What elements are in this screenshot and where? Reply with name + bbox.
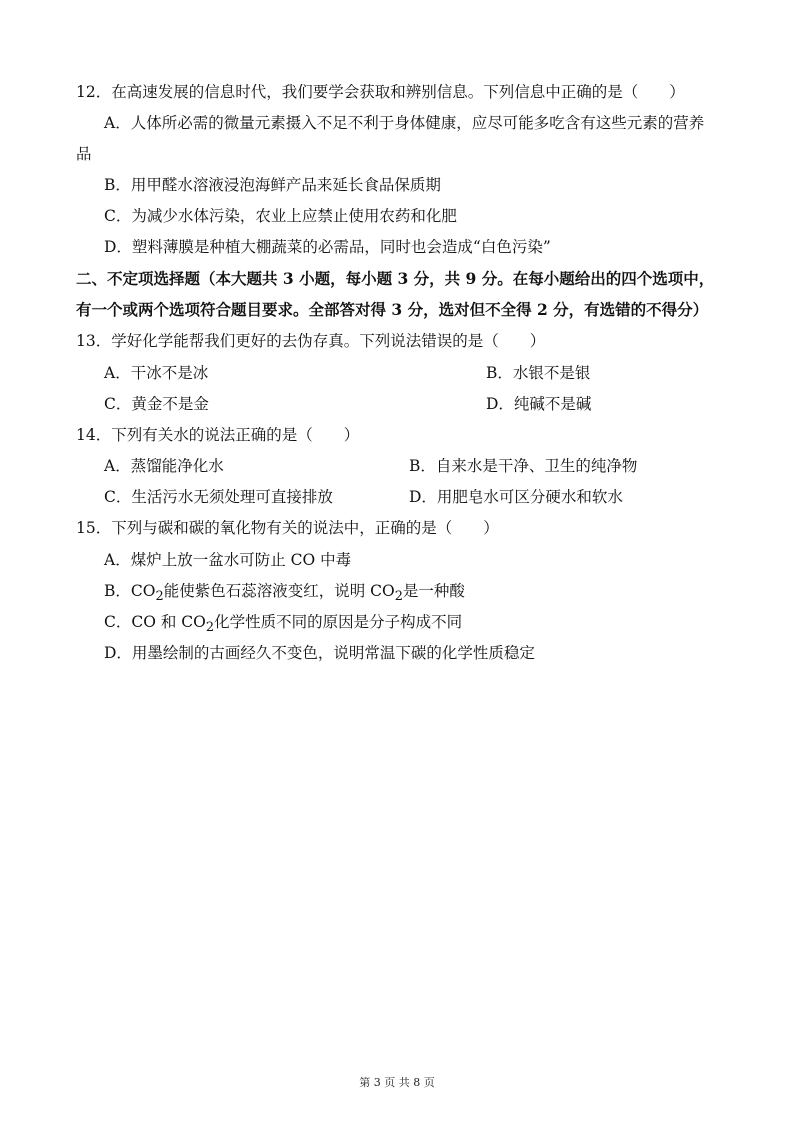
q14-option-d: D．用肥皂水可区分硬水和软水	[409, 488, 623, 506]
q15-option-c: C．CO 和 $CO_2$化学性质不同的原因是分子构成不同	[104, 613, 463, 636]
q14-option-b: B．自来水是干净、卫生的纯净物	[409, 457, 638, 475]
q15-option-a: A．煤炉上放一盆水可防止 CO 中毒	[104, 551, 352, 569]
page-number-footer: 第 3 页 共 8 页	[359, 1076, 435, 1089]
q14-option-c: C．生活污水无须处理可直接排放	[104, 488, 333, 506]
q15-option-b: B．$CO_2$能使紫色石蕊溶液变红，说明 $CO_2$是一种酸	[104, 582, 465, 605]
q15-stem: 15．下列与碳和碳的氧化物有关的说法中，正确的是（ ）	[76, 519, 499, 537]
q13-stem: 13．学好化学能帮我们更好的去伪存真。下列说法错误的是（ ）	[76, 332, 546, 350]
q14-stem: 14．下列有关水的说法正确的是（ ）	[76, 426, 360, 444]
q15-option-d: D．用墨绘制的古画经久不变色，说明常温下碳的化学性质稳定	[104, 644, 535, 662]
q12-option-a-continued: 品	[76, 145, 92, 163]
q13-option-a: A．干冰不是冰	[104, 364, 209, 382]
q13-option-c: C．黄金不是金	[104, 395, 209, 413]
q12-option-d: D．塑料薄膜是种植大棚蔬菜的必需品，同时也会造成“白色污染”	[104, 238, 551, 256]
q12-option-a: A．人体所必需的微量元素摄入不足不利于身体健康，应尽可能多吃含有这些元素的营养	[104, 114, 705, 132]
q12-stem: 12．在高速发展的信息时代，我们要学会获取和辨别信息。下列信息中正确的是（ ）	[76, 83, 685, 101]
q12-option-c: C．为减少水体污染，农业上应禁止使用农药和化肥	[104, 207, 457, 225]
section-2-heading: 二、不定项选择题（本大题共 3 小题，每小题 3 分，共 9 分。在每小题给出的四个选项中，	[76, 269, 715, 288]
section-2-instructions: 有一个或两个选项符合题目要求。全部答对得 3 分，选对但不全得 2 分，有选错的不得分）	[76, 300, 709, 319]
q12-option-b: B．用甲醛水溶液浸泡海鲜产品来延长食品保质期	[104, 176, 441, 194]
q13-option-b: B．水银不是银	[486, 364, 591, 382]
q14-option-a: A．蒸馏能净化水	[104, 457, 224, 475]
q13-option-d: D．纯碱不是碱	[486, 395, 592, 413]
